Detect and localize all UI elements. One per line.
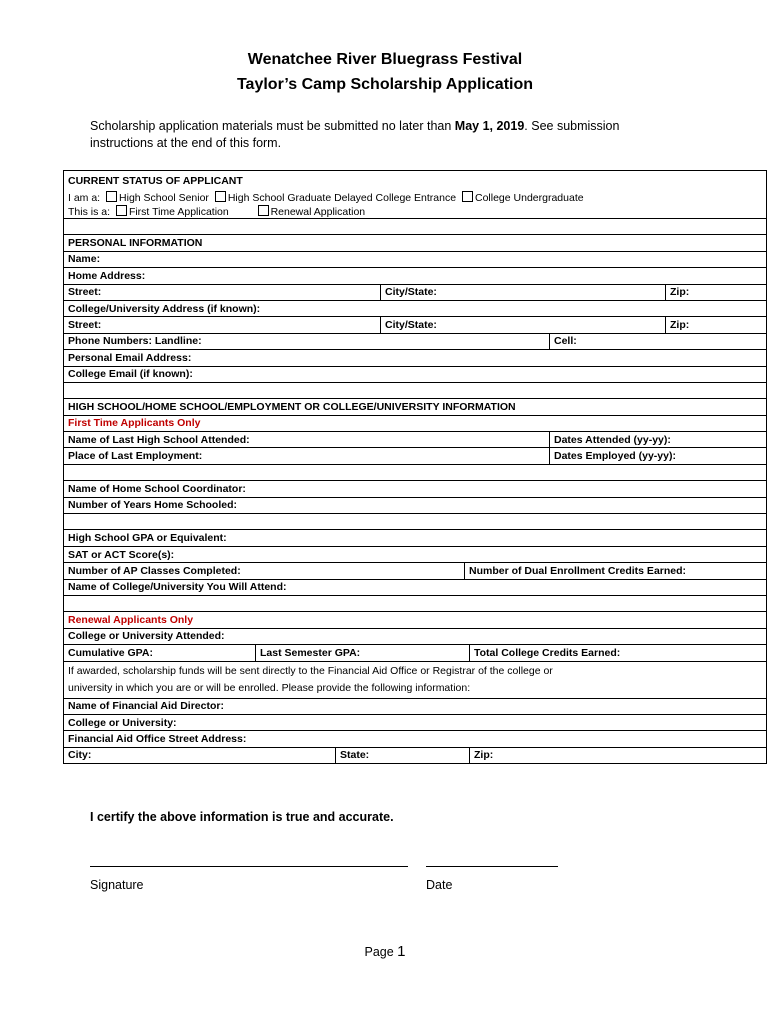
personal-heading: PERSONAL INFORMATION: [64, 235, 767, 251]
total-credits-field[interactable]: Total College Credits Earned:: [470, 645, 767, 661]
spacer-row: [64, 382, 767, 398]
application-table: [63, 170, 767, 764]
sat-act-field[interactable]: SAT or ACT Score(s):: [64, 546, 767, 562]
signature-line[interactable]: [90, 866, 408, 867]
ap-classes-field[interactable]: Number of AP Classes Completed:: [64, 563, 465, 579]
spacer-row: [64, 464, 767, 480]
financial-aid-street-field[interactable]: Financial Aid Office Street Address:: [64, 731, 767, 747]
college-attended-field[interactable]: College or University Attended:: [64, 628, 767, 644]
home-city-state-field[interactable]: City/State:: [381, 284, 666, 300]
college-undergraduate-checkbox[interactable]: [462, 191, 473, 202]
financial-aid-state-field[interactable]: State:: [336, 747, 470, 763]
delayed-entrance-checkbox[interactable]: [215, 191, 226, 202]
financial-aid-city-field[interactable]: City:: [64, 747, 336, 763]
form-title: Wenatchee River Bluegrass Festival: [247, 51, 523, 68]
spacer-row: [64, 514, 767, 530]
cell-field[interactable]: Cell:: [550, 333, 767, 349]
personal-email-field[interactable]: Personal Email Address:: [64, 350, 767, 366]
dual-enrollment-field[interactable]: Number of Dual Enrollment Credits Earned:: [465, 563, 767, 579]
signature-label: Signature: [90, 878, 144, 892]
home-address-label: Home Address:: [64, 268, 767, 284]
financial-aid-zip-field[interactable]: Zip:: [470, 747, 767, 763]
date-line[interactable]: [426, 866, 558, 867]
college-city-state-field[interactable]: City/State:: [381, 317, 666, 333]
financial-aid-college-field[interactable]: College or University:: [64, 714, 767, 730]
college-street-field[interactable]: Street:: [64, 317, 381, 333]
college-attend-field[interactable]: Name of College/University You Will Attend:: [64, 579, 767, 595]
college-zip-field[interactable]: Zip:: [666, 317, 767, 333]
date-label: Date: [426, 878, 453, 892]
gpa-field[interactable]: High School GPA or Equivalent:: [64, 530, 767, 546]
financial-aid-director-field[interactable]: Name of Financial Aid Director:: [64, 698, 767, 714]
home-school-coordinator-field[interactable]: Name of Home School Coordinator:: [64, 481, 767, 497]
college-email-field[interactable]: College Email (if known):: [64, 366, 767, 382]
intro-text: Scholarship application materials must be submitted no later than May 1, 2019. See submission instructions at the end of this form.: [90, 119, 620, 150]
years-home-schooled-field[interactable]: Number of Years Home Schooled:: [64, 497, 767, 513]
renewal-checkbox[interactable]: [258, 205, 269, 216]
cumulative-gpa-field[interactable]: Cumulative GPA:: [64, 645, 256, 661]
last-high-school-field[interactable]: Name of Last High School Attended:: [64, 432, 550, 448]
home-zip-field[interactable]: Zip:: [666, 284, 767, 300]
financial-aid-note: If awarded, scholarship funds will be sent directly to the Financial Aid Office or Registrar of the college or university in which you are or will be enrolled. Please provide the following information:: [64, 661, 767, 698]
certification-statement: I certify the above information is true and accurate.: [90, 810, 394, 824]
school-heading: HIGH SCHOOL/HOME SCHOOL/EMPLOYMENT OR COLLEGE/UNIVERSITY INFORMATION: [64, 399, 767, 415]
spacer-row: [64, 219, 767, 235]
i-am-row: I am a: High School Senior High School Graduate Delayed College Entrance College Undergraduate: [64, 190, 767, 204]
last-semester-gpa-field[interactable]: Last Semester GPA:: [256, 645, 470, 661]
form-subtitle: Taylor’s Camp Scholarship Application: [236, 76, 534, 93]
spacer-row: [64, 595, 767, 611]
landline-field[interactable]: Phone Numbers: Landline:: [64, 333, 550, 349]
last-employment-field[interactable]: Place of Last Employment:: [64, 448, 550, 464]
home-street-field[interactable]: Street:: [64, 284, 381, 300]
deadline: May 1, 2019: [454, 119, 525, 133]
high-school-senior-checkbox[interactable]: [106, 191, 117, 202]
name-field[interactable]: Name:: [64, 251, 767, 267]
status-section: [64, 171, 767, 191]
first-time-checkbox[interactable]: [116, 205, 127, 216]
status-heading: CURRENT STATUS OF APPLICANT: [64, 171, 767, 191]
first-time-only-label: First Time Applicants Only: [64, 415, 767, 431]
application-type-row: This is a: First Time Application Renewal Application: [64, 204, 767, 219]
college-address-label: College/University Address (if known):: [64, 300, 767, 316]
renewal-only-label: Renewal Applicants Only: [64, 612, 767, 628]
page-number: Page 1: [364, 943, 406, 960]
dates-attended-field[interactable]: Dates Attended (yy-yy):: [550, 432, 767, 448]
dates-employed-field[interactable]: Dates Employed (yy-yy):: [550, 448, 767, 464]
